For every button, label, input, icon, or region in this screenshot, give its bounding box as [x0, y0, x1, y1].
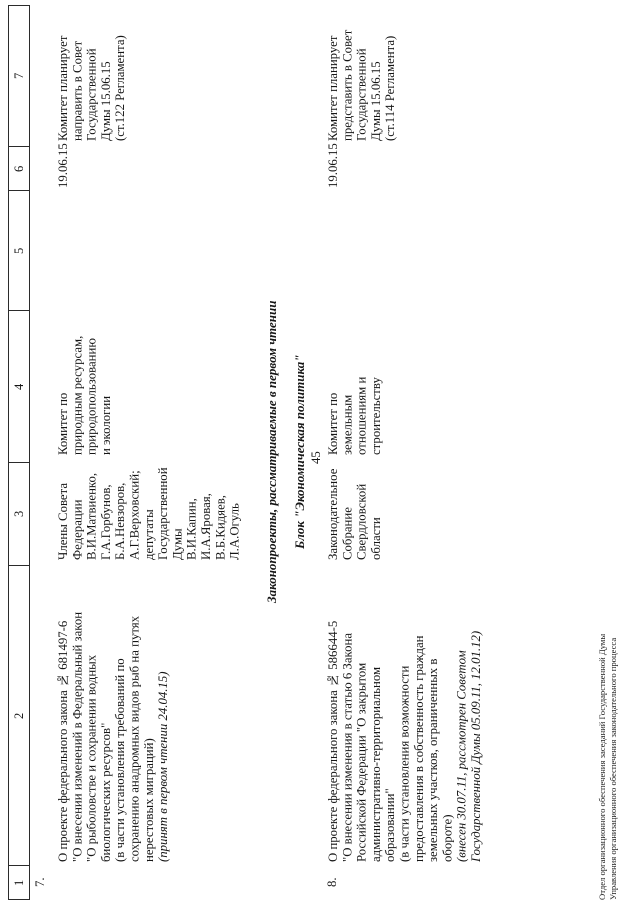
- initiator-line: Л.А.Огуль: [227, 503, 242, 560]
- initiator-line: Собрание: [340, 507, 355, 560]
- plan-line: Комитет планирует: [56, 35, 70, 141]
- initiator-line: Думы: [170, 528, 185, 560]
- committee-line: земельным: [340, 394, 355, 455]
- initiator-line: области: [368, 517, 383, 560]
- footer-line: Отдел организационного обеспечения заседаний Государственной Думы: [597, 633, 607, 900]
- bill-line: (в части установления возможности: [397, 665, 412, 862]
- committee-line: и экологии: [98, 395, 113, 455]
- section-heading: Законопроекты, рассматриваемые в первом чтении: [264, 300, 279, 604]
- initiator-line: депутаты: [141, 509, 156, 560]
- bill-line: образовании": [383, 788, 398, 862]
- column-header-1: 1: [8, 865, 30, 900]
- plan-cell: [326, 6, 400, 141]
- column-header-3: 3: [8, 462, 30, 566]
- plan-line: (ст.122 Регламента): [113, 35, 128, 141]
- bill-line: "О рыболовстве и сохранении водных: [84, 654, 99, 862]
- bill-line: нерестовых миграций): [141, 738, 156, 862]
- initiator-line: А.Г.Верховский;: [127, 470, 142, 560]
- plan-cell: [56, 6, 130, 141]
- initiator-line: Свердловской: [354, 483, 369, 560]
- committee-line: природным ресурсам,: [70, 335, 85, 455]
- date-cell: 19.06.15: [326, 143, 340, 188]
- initiator-line: Законодательное: [326, 468, 340, 560]
- column-header-4: 4: [8, 310, 30, 463]
- bill-status-line: Государственной Думы 05.09.11, 12.01.12): [468, 630, 483, 862]
- bill-status-line: (принят в первом чтении 24.04.15): [156, 671, 171, 862]
- committee-line: Комитет по: [326, 392, 340, 455]
- bill-line: (в части установления требований по: [113, 658, 128, 862]
- bill-line: Российской Федерации "О закрытом: [354, 662, 369, 862]
- bill-line: О проекте федерального закона № 586644-5: [326, 620, 340, 862]
- initiator-line: Г.А.Горбунов,: [98, 484, 113, 560]
- initiator-line: Члены Совета: [56, 482, 70, 560]
- committee-line: строительству: [368, 377, 383, 455]
- footer: [597, 555, 621, 900]
- bill-line: биологических ресурсов": [98, 722, 113, 862]
- bill-line: "О внесении изменения в статью 6 Закона: [340, 632, 355, 862]
- committee-line: Комитет по: [56, 392, 70, 455]
- bill-status-line: (внесен 30.07.11, рассмотрен Советом: [454, 650, 469, 862]
- initiator-line: В.Б.Кидяев,: [213, 495, 228, 560]
- footer-line: Управления организационного обеспечения законодательного процесса: [608, 637, 618, 900]
- committee-line: природопользованию: [84, 338, 99, 455]
- plan-line: Государственной: [84, 48, 99, 141]
- bill-line: предоставления в собственность граждан: [411, 635, 426, 862]
- initiator-line: Б.А.Невзоров,: [113, 482, 128, 560]
- bill-line: сохранению анадромных видов рыб на путях: [127, 615, 142, 862]
- plan-line: Комитет планирует: [326, 35, 340, 141]
- initiator-cell: [56, 462, 244, 560]
- committee-line: отношениям и: [354, 376, 369, 455]
- column-header-2: 2: [8, 565, 30, 866]
- row-number: 7.: [33, 877, 47, 887]
- bill-line: земельных участков, ограниченных в: [426, 658, 441, 862]
- row-number: 8.: [325, 877, 339, 887]
- bill-cell: [56, 567, 174, 862]
- plan-line: Думы 15.06.15: [368, 61, 383, 141]
- bill-line: обороте): [440, 814, 455, 862]
- initiator-line: В.И.Капин,: [184, 498, 199, 560]
- committee-cell: [326, 312, 386, 455]
- initiator-line: В.И.Матвиенко,: [84, 472, 99, 560]
- column-header-5: 5: [8, 190, 30, 311]
- plan-line: Думы 15.06.15: [98, 61, 113, 141]
- block-heading: Блок "Экономическая политика": [292, 354, 307, 550]
- bill-line: "О внесении изменений в Федеральный закон: [70, 611, 85, 862]
- page-number: 45: [309, 451, 323, 465]
- bill-line: административно-территориальном: [368, 666, 383, 862]
- date-cell: 19.06.15: [56, 143, 70, 188]
- initiator-cell: [326, 462, 386, 560]
- initiator-line: И.А.Яровая,: [198, 493, 213, 560]
- plan-line: представить в Совет: [340, 29, 355, 141]
- column-header-7: 7: [8, 5, 30, 147]
- committee-cell: [56, 312, 116, 455]
- bill-cell: [326, 567, 486, 862]
- bill-line: О проекте федерального закона № 681497-6: [56, 620, 70, 862]
- initiator-line: Федерации: [70, 499, 85, 560]
- column-header-6: 6: [8, 146, 30, 191]
- initiator-line: Государственной: [156, 467, 171, 560]
- plan-line: направить в Совет: [70, 40, 85, 141]
- plan-line: Государственной: [354, 48, 369, 141]
- plan-line: (ст.114 Регламента): [383, 35, 398, 141]
